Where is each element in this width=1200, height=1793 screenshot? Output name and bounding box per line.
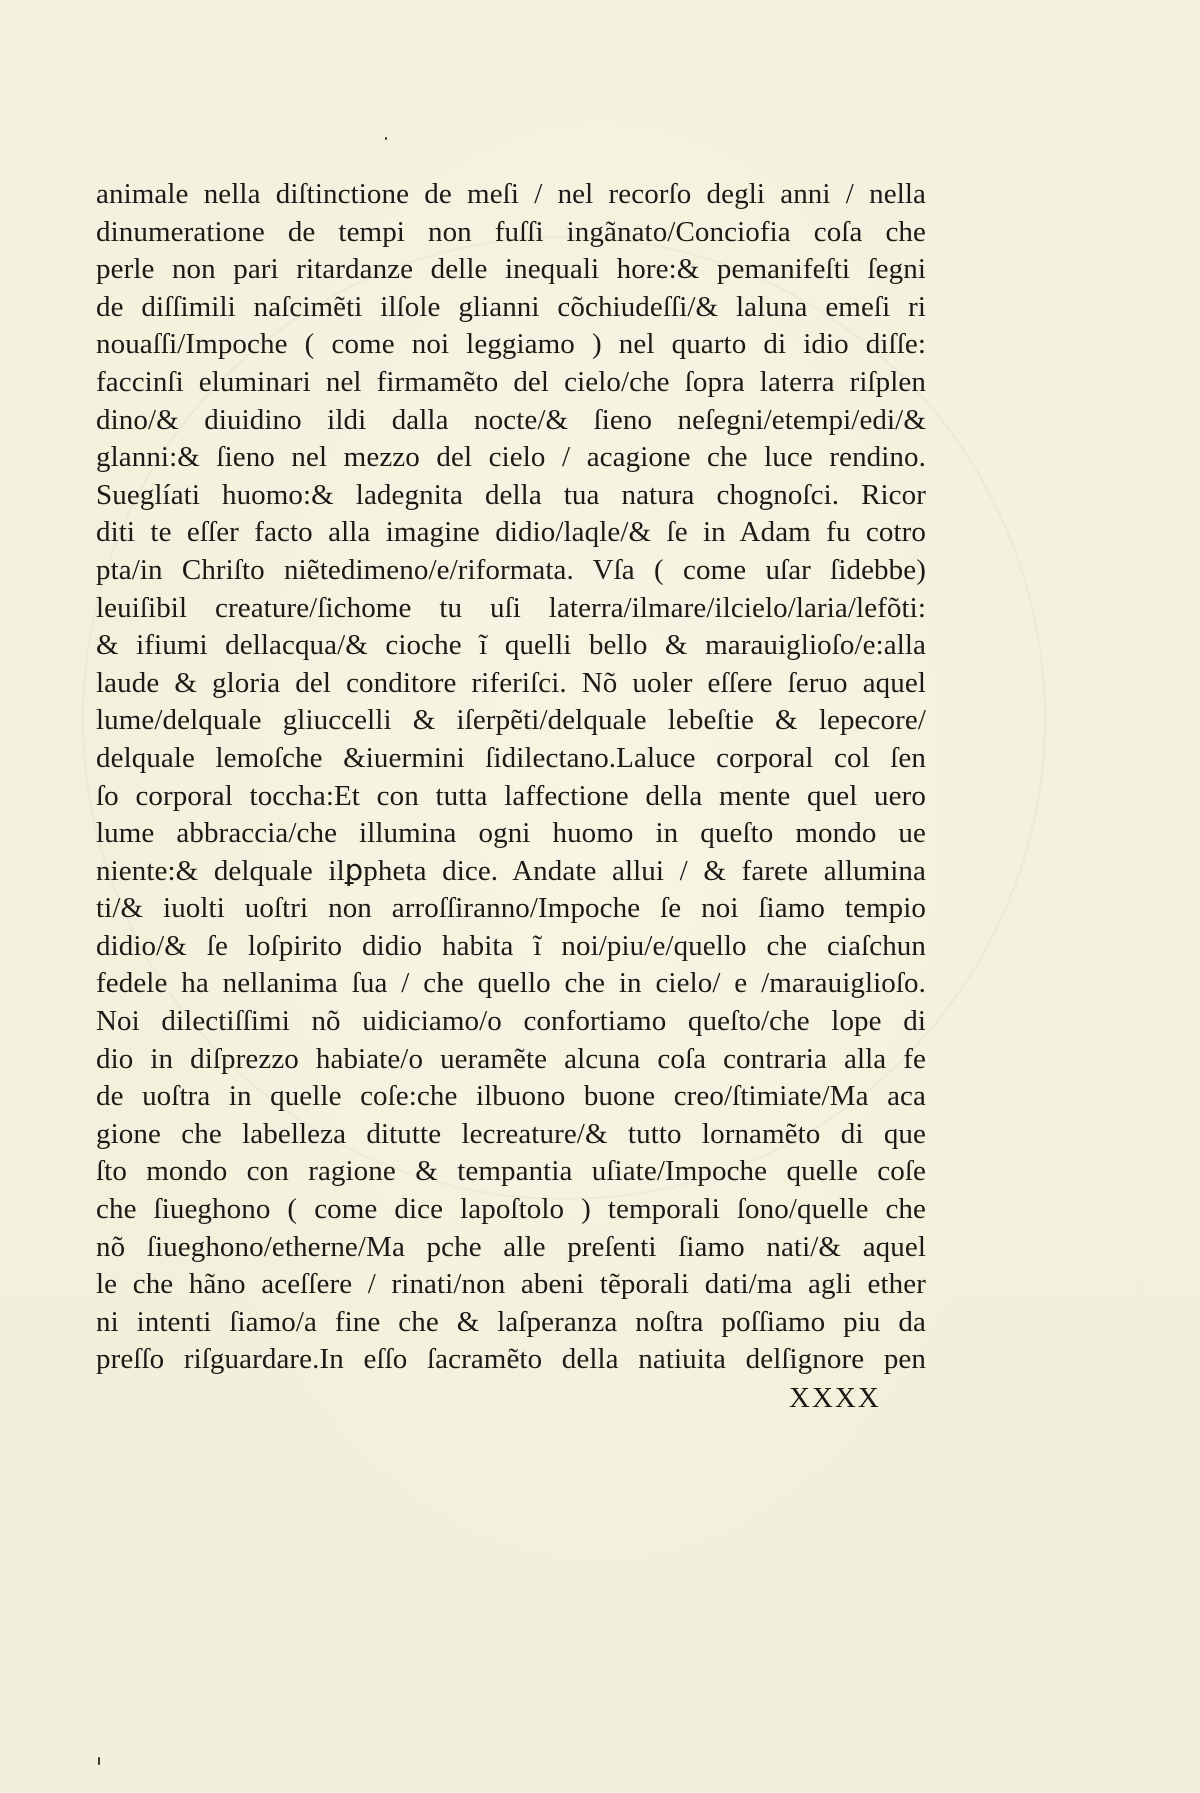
text-line: diti te eſſer facto alla imagine didio/laqle/& ſe in Adam fu cotro — [96, 516, 926, 549]
text-line: & ifiumi dellacqua/& cioche ĩ quelli bello & marauiglioſo/e:alla — [96, 629, 926, 662]
text-line: pta/in Chriſto niẽtedimeno/e/riformata. Vſa ( come uſar ſidebbe) — [96, 553, 926, 586]
folio-signature: XXXX — [789, 1382, 881, 1414]
text-line: lume/delquale gliuccelli & iſerpẽti/delquale lebeſtie & lepecore/ — [96, 704, 926, 737]
text-line: ti/& iuolti uoſtri non arroſſiranno/Impoche ſe noi ſiamo tempio — [96, 892, 926, 925]
text-line: niente:& delquale ilꝑpheta dice. Andate allui / & farete allumina — [96, 854, 926, 887]
text-line: preſſo riſguardare.In eſſo ſacramẽto della natiuita delſignore pen — [96, 1343, 926, 1376]
text-line: ni intenti ſiamo/a fine che & laſperanza noſtra poſſiamo piu da — [96, 1305, 926, 1338]
text-line: nõ ſiueghono/etherne/Ma pche alle preſenti ſiamo nati/& aquel — [96, 1230, 926, 1263]
text-line: fedele ha nellanima ſua / che quello che in cielo/ e /marauiglioſo. — [96, 967, 926, 1000]
text-line: perle non pari ritardanze delle inequali hore:& pemanifeſti ſegni — [96, 253, 926, 286]
text-line: glanni:& ſieno nel mezzo del cielo / acagione che luce rendino. — [96, 441, 926, 474]
text-line: gione che labelleza ditutte lecreature/& tutto lornamẽto di que — [96, 1117, 926, 1150]
text-line: nouaſſi/Impoche ( come noi leggiamo ) nel quarto di idio diſſe: — [96, 328, 926, 361]
text-line: laude & gloria del conditore riferiſci. Nõ uoler eſſere ſeruo aquel — [96, 666, 926, 699]
text-line: delquale lemoſche &iuermini ſidilectano.Laluce corporal col ſen — [96, 741, 926, 774]
text-line: Sueglíati huomo:& ladegnita della tua natura chognoſci. Ricor — [96, 478, 926, 511]
body-text — [96, 176, 926, 1379]
ink-speck — [385, 137, 387, 140]
text-line: lume abbraccia/che illumina ogni huomo in queſto mondo ue — [96, 817, 926, 850]
text-line: dino/& diuidino ildi dalla nocte/& ſieno neſegni/etempi/edi/& — [96, 403, 926, 436]
ink-speck — [98, 1757, 100, 1765]
text-line: ſto mondo con ragione & tempantia uſiate/Impoche quelle coſe — [96, 1155, 926, 1188]
text-line: Noi dilectiſſimi nõ uidiciamo/o confortiamo queſto/che lope di — [96, 1005, 926, 1038]
text-line: animale nella diſtinctione de meſi / nel recorſo degli anni / nella — [96, 178, 926, 210]
text-line: dinumeratione de tempi non fuſſi ingãnato/Conciofia coſa che — [96, 215, 926, 248]
text-line: dio in diſprezzo habiate/o ueramẽte alcuna coſa contraria alla fe — [96, 1042, 926, 1075]
text-line: le che hãno aceſſere / rinati/non abeni tẽporali dati/ma agli ether — [96, 1268, 926, 1301]
text-line: faccinſi eluminari nel firmamẽto del cielo/che ſopra laterra riſplen — [96, 365, 926, 398]
text-line: de uoſtra in quelle coſe:che ilbuono buone creo/ſtimiate/Ma aca — [96, 1080, 926, 1113]
text-line: de diſſimili naſcimẽti ilſole glianni cõchiudeſſi/& laluna emeſi ri — [96, 290, 926, 323]
text-line: che ſiueghono ( come dice lapoſtolo ) temporali ſono/quelle che — [96, 1193, 926, 1226]
text-line: leuiſibil creature/ſichome tu uſi laterra/ilmare/ilcielo/laria/lefõti: — [96, 591, 926, 624]
text-line: didio/& ſe loſpirito didio habita ĩ noi/piu/e/quello che ciaſchun — [96, 929, 926, 962]
text-line: ſo corporal toccha:Et con tutta laffectione della mente quel uero — [96, 779, 926, 812]
